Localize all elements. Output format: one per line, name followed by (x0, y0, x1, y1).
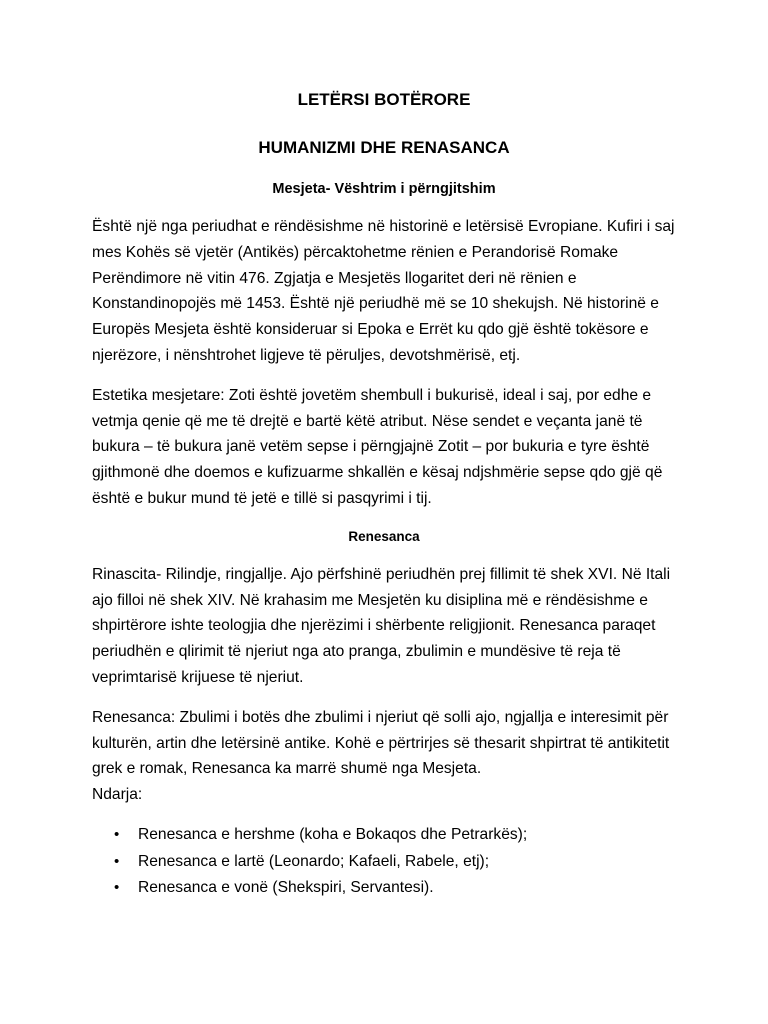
list-item: • Renesanca e vonë (Shekspiri, Servantesi). (138, 875, 676, 902)
division-list (92, 822, 676, 902)
paragraph-rinascita: Rinascita- Rilindje, ringjallje. Ajo përfshinë periudhën prej fillimit të shek XVI. Në Itali ajo filloi në shek XIV. Në krahasim me Mesjetën ku disiplina më e rëndësishme e shpirtërore ishte teologjia dhe njerëzimi i shërbente religjionit. Renesanca paraqet periudhën e qlirimit të njeriut nga ato pranga, zbulimin e mundësive të reja të veprimtarisë krijuese të njeriut. (92, 565, 671, 686)
list-item: • Renesanca e hershme (koha e Bokaqos dhe Petrarkës); (138, 822, 676, 849)
section-heading-renesanca: Renesanca (348, 528, 420, 544)
list-item: • Renesanca e lartë (Leonardo; Kafaeli, Rabele, etj); (138, 849, 676, 876)
paragraph-renesanca-zbulimi (92, 705, 676, 808)
document-subtitle: HUMANIZMI DHE RENASANCA (258, 138, 510, 157)
paragraph-renesanca-text: Renesanca: Zbulimi i botës dhe zbulimi i njeriut që solli ajo, ngjallja e interesimit për kulturën, artin dhe letërsinë antike. Kohë e përtrirjes së thesarit shpirtrat të antikitetit grek e romak, Renesanca ka marrë shumë nga Mesjeta. (92, 708, 670, 778)
document-title: LETËRSI BOTËRORE (297, 90, 471, 109)
paragraph-mesjeta-intro: Është një nga periudhat e rëndësishme në historinë e letërsisë Evropiane. Kufiri i saj mes Kohës së vjetër (Antikës) përcaktohetme rënien e Perandorisë Romake Perëndimore në vitin 476. Zgjatja e Mesjetës llogaritet deri në rënien e Konstandinopojës më 1453. Është një periudhë më se 10 shekujsh. Në historinë e Europës Mesjeta është konsideruar si Epoka e Errët ku qdo gjë është tokësore e njerëzore, i nënshtrohet ligjeve të përuljes, devotshmërisë, etj. (92, 218, 675, 364)
paragraph-estetika: Estetika mesjetare: Zoti është jovetëm shembull i bukurisë, ideal i saj, por edhe e vetmja qenie që me të drejtë e bartë këtë atribut. Nëse sendet e veçanta janë të bukura – të bukura janë vetëm sepse i përngjajnë Zotit – por bukuria e tyre është gjithmonë dhe doemos e kufizuarme shkallën e kësaj ndjshmërie sepse qdo gjë që është e bukur mund të jetë e tillë si pasqyrimi i tij. (92, 386, 663, 507)
division-label: Ndarja: (92, 786, 143, 804)
section-heading-mesjeta: Mesjeta- Vështrim i përngjitshim (272, 181, 496, 197)
